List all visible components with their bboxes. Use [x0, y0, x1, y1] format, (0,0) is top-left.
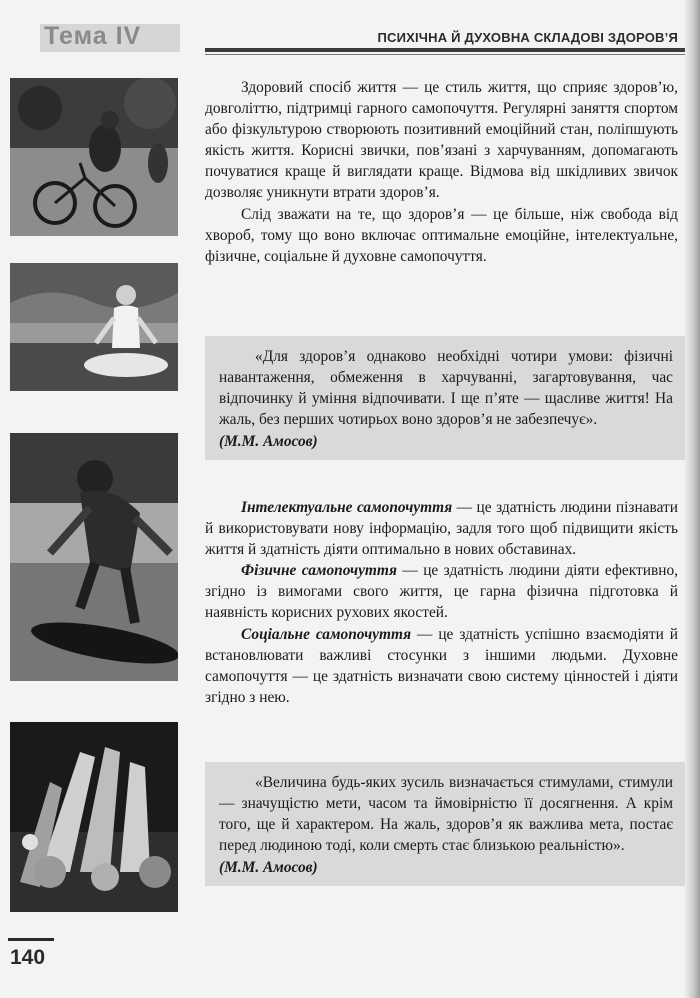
term-intellectual: Інтелектуальне самопочуття — [241, 499, 453, 516]
topic-label: Тема IV — [44, 22, 142, 50]
page-number-rule — [8, 938, 54, 941]
definition-social-text: — це здатність успішно взаємодіяти й встановлювати важливі стосунки з іншими людьми. Духовне самопочуття — це здатність визначати свою систему цінностей і діяти згідно з нею. — [205, 625, 678, 706]
definition-social — [205, 624, 678, 708]
definition-physical-text: — це здатність людини діяти ефективно, згідно із вимогами свого життя, це гарна фізична підготовка й наявність корисних рухових якостей. — [205, 562, 678, 622]
photo-group-hands — [10, 722, 178, 912]
quote-2-text: «Величина будь-яких зусиль визначається стимулами, стимули — значущістю мети, часом та ймовірністю її досягнення. А крім того, ще й характером. На жаль, здоров’я як важлива мета, постає перед людиною тоді, коли смерть стає близькою реальністю». — [219, 774, 673, 855]
page-edge-shadow — [684, 0, 700, 998]
term-physical: Фізичне самопочуття — [241, 562, 397, 580]
quote-1-author: (М.М. Амосов) — [219, 433, 318, 451]
intro-paragraph-1: Здоровий спосіб життя — це стиль життя, що сприяє здоров’ю, довголіттю, підтримці гарного самопочуття. Регулярні заняття спортом або фізкультурою створюють позитивний емоційний стан, поліпшують якість життя. Корисні звички, пов’язані з харчуванням, допомагають почуватися краще й виглядати краще. Відмова від шкідливих звичок дозволяє уникнути втрати здоров’я. — [205, 79, 678, 202]
quote-1-text: «Для здоров’я однаково необхідні чотири умови: фізичні навантаження, обмеження в харчуванні, загартовування, час відпочинку й уміння відпочивати. І ще п’яте — щасливе життя! На жаль, без перших чотирьох воно здоров’я не забезпечує». — [219, 348, 673, 429]
photo-cyclists — [10, 78, 178, 236]
quote-box-1 — [205, 336, 685, 460]
header-rule-thin — [205, 54, 685, 55]
intro-text — [205, 77, 678, 267]
definition-intellectual — [205, 497, 678, 560]
intro-paragraph-2: Слід зважати на те, що здоров’я — це більше, ніж свобода від хвороб, тому що воно включає оптимальне емоційне, інтелектуальне, фізичне, соціальне й духовне самопочуття. — [205, 205, 678, 265]
chapter-title: ПСИХІЧНА Й ДУХОВНА СКЛАДОВІ ЗДОРОВ’Я — [377, 30, 678, 45]
photo-skateboard — [10, 433, 178, 681]
quote-box-2 — [205, 762, 685, 886]
definition-physical — [205, 560, 678, 623]
quote-2-author: (М.М. Амосов) — [219, 859, 318, 877]
term-social: Соціальне самопочуття — [241, 625, 412, 643]
photo-meditation — [10, 263, 178, 391]
definition-intellectual-text: — це здатність людини пізнавати й використовувати нову інформацію, задля того щоб підвищити якість життя й здатність діяти оптимально в нових обставинах. — [205, 499, 678, 559]
page-number: 140 — [10, 946, 46, 969]
definitions-text — [205, 497, 678, 708]
header-rule — [205, 48, 685, 52]
